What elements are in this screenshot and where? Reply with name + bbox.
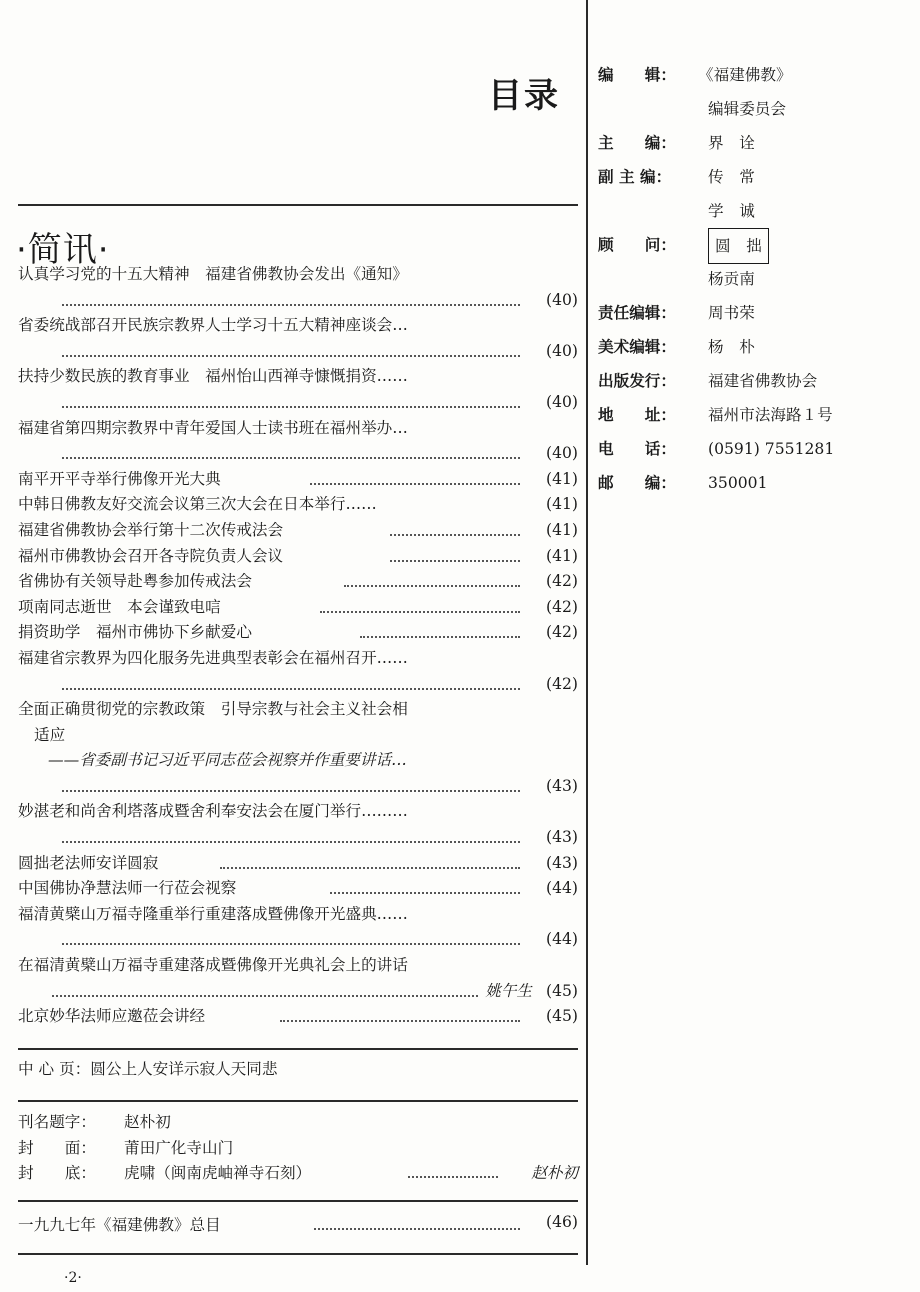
masthead-label: 电 话： <box>598 440 676 458</box>
toc-title-cont: 适应 <box>34 725 66 744</box>
masthead-row <box>598 126 908 160</box>
toc-list <box>18 262 578 1030</box>
toc-title: 南平开平寺举行佛像开光大典 <box>18 469 221 488</box>
toc-page: (40) <box>545 392 578 411</box>
masthead-label: 主 编： <box>598 134 676 152</box>
toc-page: (40) <box>545 444 578 463</box>
credit-value: 赵朴初 <box>124 1113 171 1131</box>
toc-title: 福建省宗教界为四化服务先进典型表彰会在福州召开…… <box>18 648 408 667</box>
credit-label: 封 面： <box>18 1138 96 1157</box>
masthead-row <box>598 466 908 500</box>
credit-label: 封 底： <box>18 1164 96 1182</box>
masthead-value: 杨贡南 <box>708 270 755 288</box>
masthead-row <box>598 330 908 364</box>
masthead-row <box>598 160 908 194</box>
toc-page: (42) <box>545 597 578 616</box>
toc-page: (43) <box>545 853 578 872</box>
annual-index-page: (46) <box>545 1213 578 1231</box>
masthead-row <box>598 432 908 466</box>
annual-index-entry[interactable] <box>18 1213 578 1235</box>
masthead-label: 责任编辑： <box>598 304 676 322</box>
toc-entry[interactable] <box>18 851 578 877</box>
masthead-label: 地 址： <box>598 406 676 424</box>
credit-value: 虎啸（闽南虎岫禅寺石刻） <box>124 1164 312 1182</box>
toc-title: 在福清黄檗山万福寺重建落成暨佛像开光典礼会上的讲话 <box>18 956 408 975</box>
masthead-value: 传 常 <box>708 168 755 186</box>
credit-value: 莆田广化寺山门 <box>124 1138 234 1157</box>
toc-leader <box>52 979 578 1005</box>
masthead <box>598 58 908 500</box>
toc-leader <box>62 825 578 851</box>
masthead-row <box>598 296 908 330</box>
toc-entry[interactable] <box>18 876 578 902</box>
credit-author: 赵朴初 <box>531 1164 578 1182</box>
toc-entry[interactable] <box>18 467 578 493</box>
toc-entry[interactable] <box>18 697 578 723</box>
masthead-value: 编辑委员会 <box>708 100 786 118</box>
toc-page: (43) <box>545 776 578 795</box>
rule-annual-top <box>18 1200 578 1202</box>
masthead-value: 福州市法海路１号 <box>708 406 833 424</box>
toc-title: 北京妙华法师应邀莅会讲经 <box>18 1007 206 1026</box>
toc-title: 福建省佛教协会举行第十二次传戒法会 <box>18 520 284 539</box>
toc-page: (43) <box>545 828 578 847</box>
toc-entry-cont <box>34 723 578 749</box>
toc-entry[interactable] <box>18 518 578 544</box>
toc-page: (45) <box>545 1007 578 1026</box>
masthead-row <box>598 92 908 126</box>
toc-leader <box>62 774 578 800</box>
toc-entry[interactable] <box>18 569 578 595</box>
masthead-value: (0591) 7551281 <box>708 440 835 458</box>
masthead-value-boxed: 圆 拙 <box>708 228 769 264</box>
credit-row <box>18 1136 578 1162</box>
toc-entry[interactable] <box>18 416 578 442</box>
toc-title: 中国佛协净慧法师一行莅会视察 <box>18 879 237 898</box>
masthead-value: 学 诚 <box>708 202 755 220</box>
masthead-value: 《福建佛教》 <box>698 66 792 84</box>
credits <box>18 1110 578 1187</box>
masthead-row <box>598 194 908 228</box>
rule-top <box>18 204 578 206</box>
toc-page: (41) <box>545 469 578 488</box>
masthead-row <box>598 398 908 432</box>
toc-entry[interactable] <box>18 492 578 518</box>
credit-row <box>18 1110 578 1136</box>
masthead-label: 出版发行： <box>598 372 676 390</box>
toc-title: 福清黄檗山万福寺隆重举行重建落成暨佛像开光盛典…… <box>18 904 408 923</box>
credit-row <box>18 1161 578 1187</box>
toc-leader <box>62 672 578 698</box>
toc-page: (42) <box>545 674 578 693</box>
toc-entry[interactable] <box>18 364 578 390</box>
toc-leader <box>62 339 578 365</box>
masthead-label: 邮 编： <box>598 474 676 492</box>
toc-entry[interactable] <box>18 1004 578 1030</box>
toc-title: 福州市佛教协会召开各寺院负责人会议 <box>18 546 284 565</box>
masthead-label: 编 辑： <box>598 66 676 84</box>
page-title: 目录 <box>488 76 560 116</box>
toc-page: (45) <box>545 981 578 1000</box>
toc-entry[interactable] <box>18 646 578 672</box>
toc-entry[interactable] <box>18 262 578 288</box>
section-title: ·简讯· <box>16 230 110 270</box>
toc-entry[interactable] <box>18 544 578 570</box>
toc-page: (44) <box>545 879 578 898</box>
toc-entry[interactable] <box>18 620 578 646</box>
toc-title: 省佛协有关领导赴粤参加传戒法会 <box>18 572 252 591</box>
toc-title: 认真学习党的十五大精神 福建省佛教协会发出《通知》 <box>18 265 408 283</box>
masthead-value: 周书荣 <box>708 304 755 322</box>
toc-title: 中韩日佛教友好交流会议第三次大会在日本举行…… <box>18 495 377 514</box>
masthead-value: 350001 <box>708 474 768 492</box>
toc-leader <box>62 441 578 467</box>
page-number: ·2· <box>64 1270 82 1286</box>
toc-title: 省委统战部召开民族宗教界人士学习十五大精神座谈会… <box>18 316 408 335</box>
toc-title: 福建省第四期宗教界中青年爱国人士读书班在福州举办… <box>18 418 408 437</box>
toc-entry[interactable] <box>18 953 578 979</box>
toc-entry[interactable] <box>18 902 578 928</box>
masthead-row <box>598 228 908 262</box>
toc-subtitle: ——省委副书记习近平同志莅会视察并作重要讲话… <box>48 751 407 770</box>
rule-bottom <box>18 1253 578 1255</box>
center-page-note[interactable]: 中 心 页：圆公上人安详示寂人天同悲 <box>18 1060 278 1078</box>
toc-title: 妙湛老和尚舍利塔落成暨舍利奉安法会在厦门举行……… <box>18 802 408 821</box>
masthead-value: 福建省佛教协会 <box>708 372 818 390</box>
toc-leader <box>62 288 578 314</box>
rule-center-top <box>18 1048 578 1050</box>
toc-page: (41) <box>545 495 578 514</box>
toc-entry[interactable] <box>18 799 578 825</box>
credit-label: 刊名题字： <box>18 1113 96 1131</box>
masthead-value: 杨 朴 <box>708 338 755 356</box>
toc-page: (44) <box>545 930 578 949</box>
toc-title: 项南同志逝世 本会谨致电唁 <box>18 597 221 616</box>
toc-leader <box>62 927 578 953</box>
toc-title: 全面正确贯彻党的宗教政策 引导宗教与社会主义社会相 <box>18 700 408 719</box>
toc-page: (42) <box>545 623 578 642</box>
toc-title: 圆拙老法师安详圆寂 <box>18 853 159 872</box>
toc-subtitle-line <box>18 748 578 774</box>
toc-page: (40) <box>545 290 578 309</box>
masthead-row <box>598 262 908 296</box>
toc-title: 捐资助学 福州市佛协下乡献爱心 <box>18 623 252 642</box>
toc-page: (41) <box>545 520 578 539</box>
masthead-row <box>598 58 908 92</box>
masthead-label: 美术编辑： <box>598 338 676 356</box>
column-divider <box>586 0 588 1265</box>
rule-credits-top <box>18 1100 578 1102</box>
masthead-row <box>598 364 908 398</box>
toc-page: (42) <box>545 572 578 591</box>
annual-index-title: 一九九七年《福建佛教》总目 <box>18 1216 221 1234</box>
masthead-label: 顾 问： <box>598 236 676 254</box>
toc-entry[interactable] <box>18 595 578 621</box>
toc-page: (40) <box>545 341 578 360</box>
toc-entry[interactable] <box>18 313 578 339</box>
toc-author: 姚午生 <box>485 981 532 1000</box>
toc-leader <box>62 390 578 416</box>
masthead-value: 界 诠 <box>708 134 755 152</box>
toc-page: (41) <box>545 546 578 565</box>
masthead-label: 副 主 编： <box>598 168 672 186</box>
toc-title: 扶持少数民族的教育事业 福州怡山西禅寺慷慨捐资…… <box>18 367 408 386</box>
